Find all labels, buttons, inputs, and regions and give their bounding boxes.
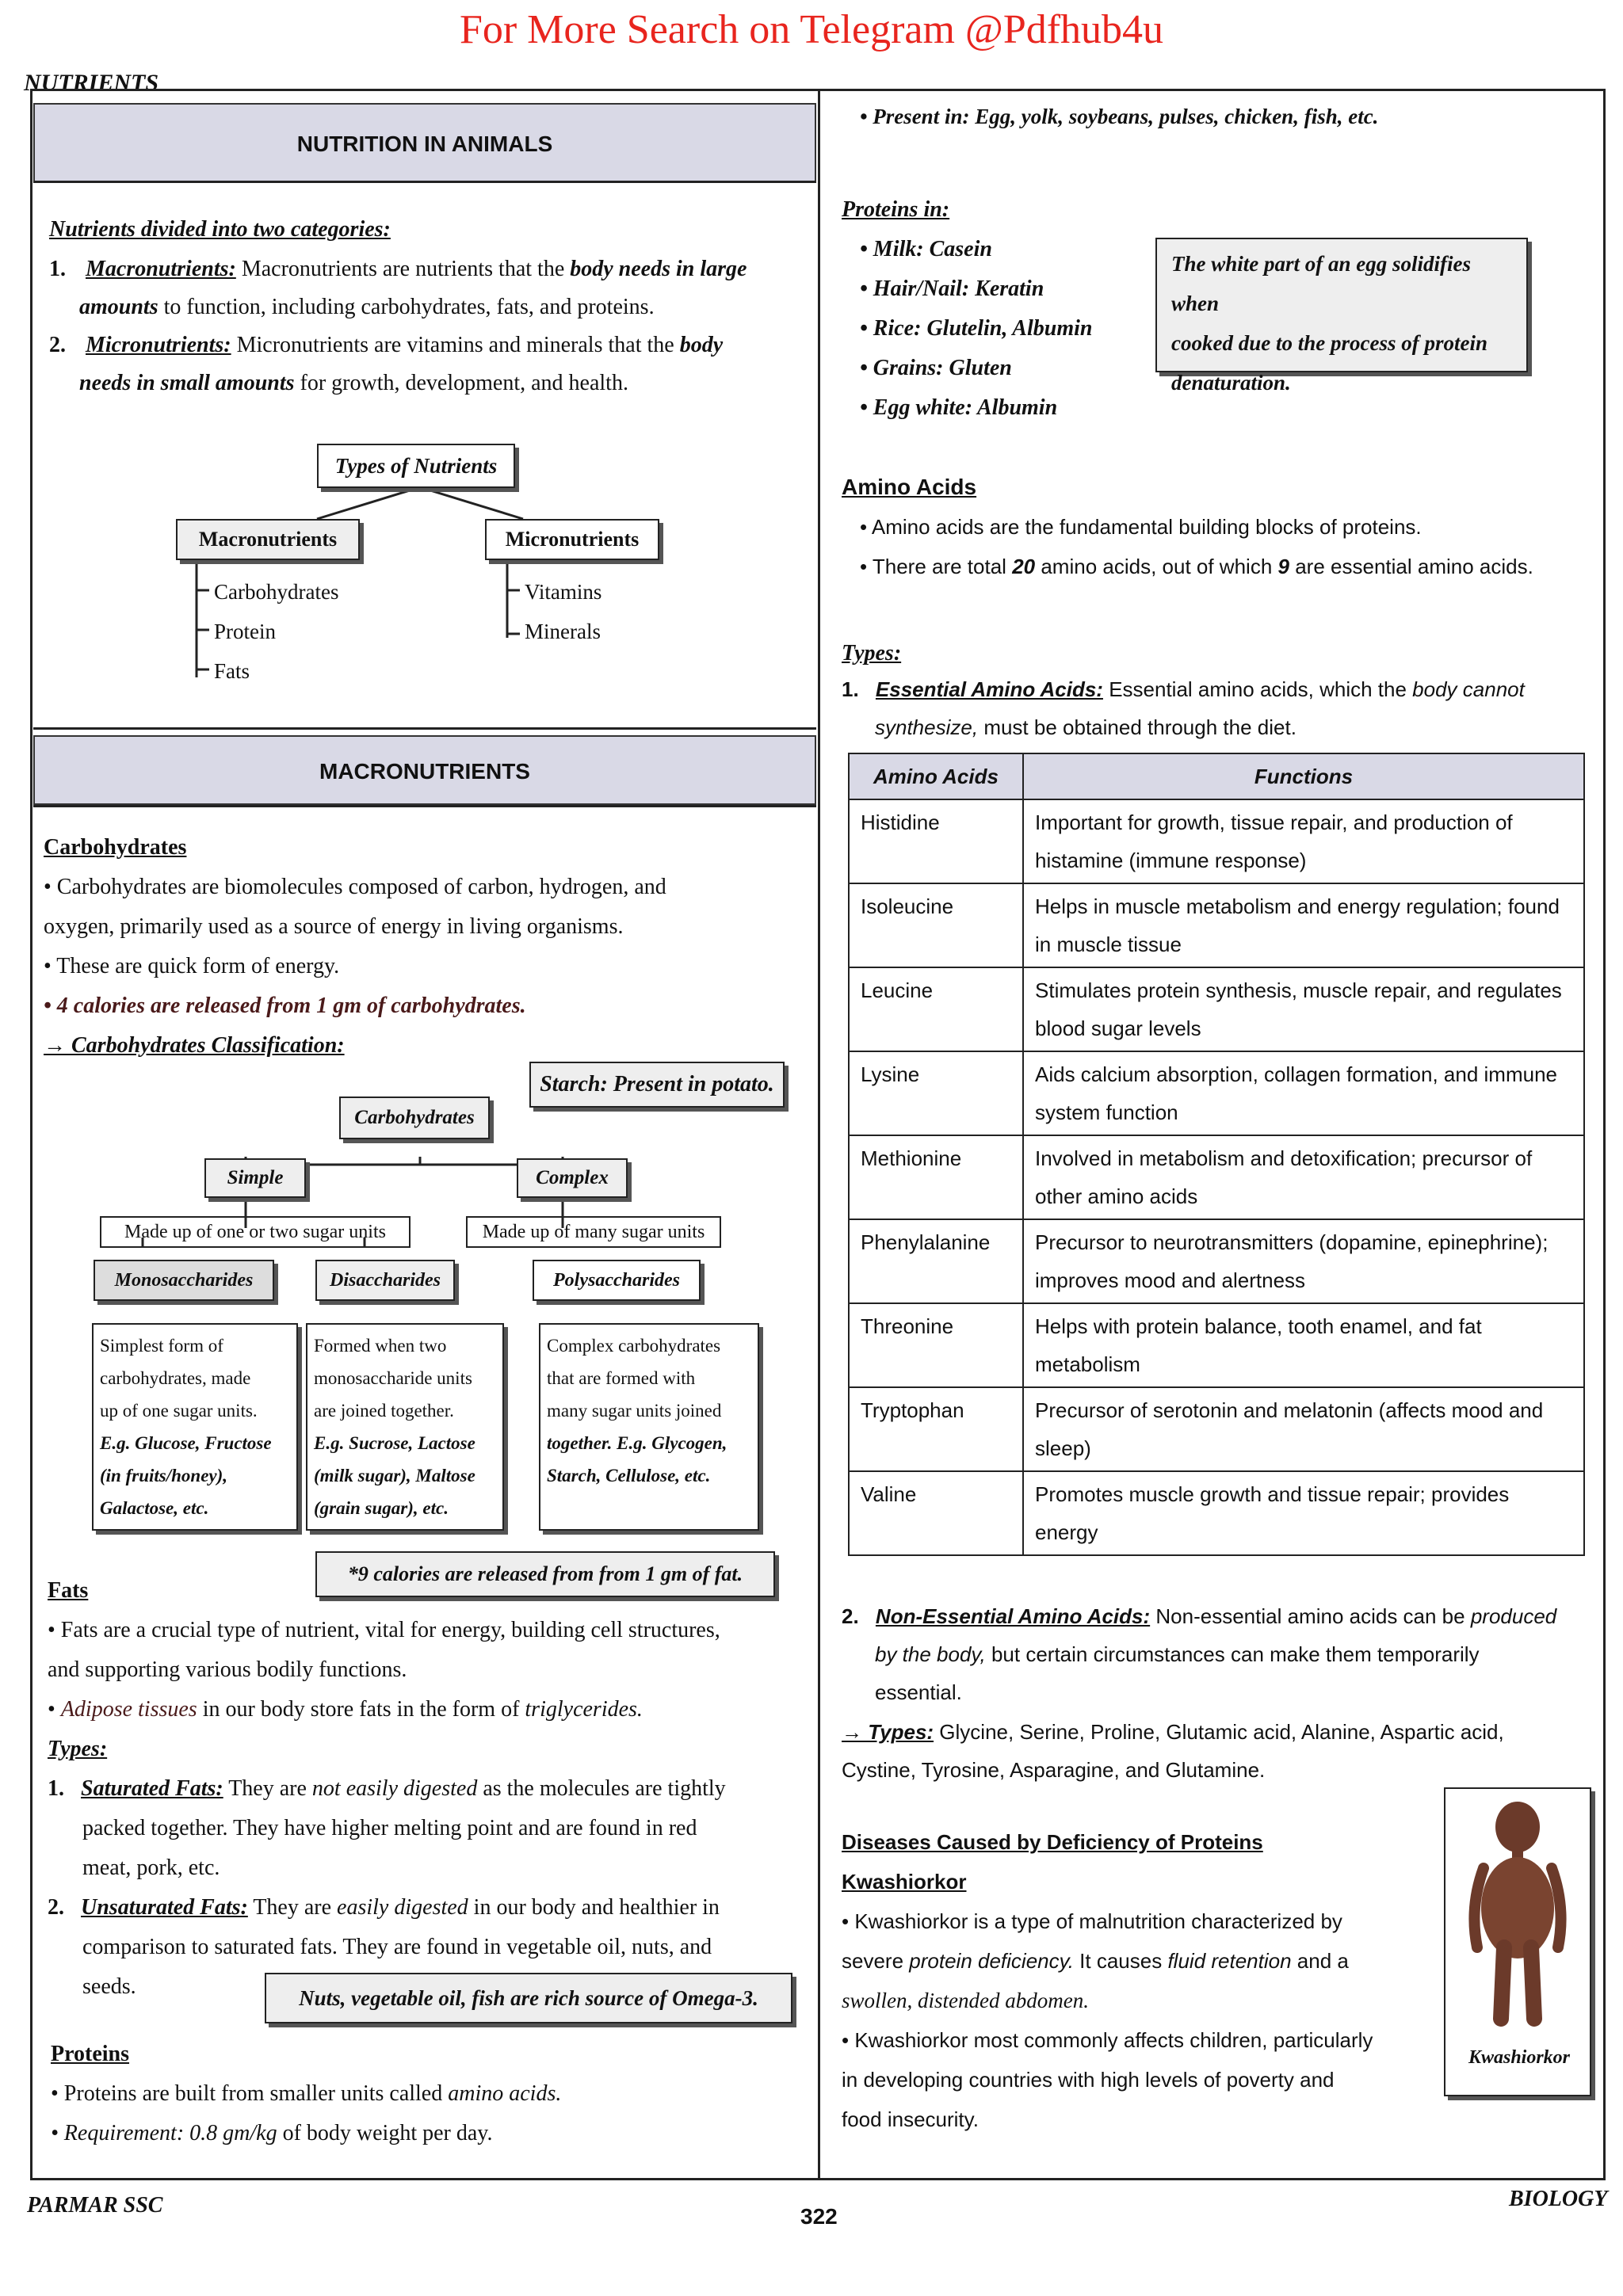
carb-classification-heading: → Carbohydrates Classification: [44,1033,345,1058]
text: of body weight per day. [282,2121,493,2145]
amino-types-heading: Types: [842,641,902,666]
disaccharides-box [306,1323,504,1531]
fat-types-heading: Types: [48,1737,108,1761]
table-header-row [849,753,1584,799]
term-amino-acids: amino acids. [448,2081,562,2106]
tree-leaf-fats: Fats [214,659,250,683]
fat-calories-note: *9 calories are released from from 1 gm of fat. [315,1551,775,1597]
kwashiorkor-bullet-1: • Kwashiorkor is a type of malnutrition characterized by [842,1909,1342,1933]
non-essential-cont [875,1634,1480,1674]
table-row [849,799,1584,883]
table-row [849,1135,1584,1219]
fats-bullet-1: • Fats are a crucial type of nutrient, vital for energy, building cell structures, [48,1618,720,1642]
term-adipose-tissues: Adipose tissues [60,1697,197,1722]
essential-amino-acids-item [842,669,1525,709]
fats-bullet-2 [48,1690,643,1730]
text-emphasis: by the body, [875,1642,986,1666]
carb-bullet-1-cont: oxygen, primarily used as a source of energy in living organisms. [44,914,624,939]
complex-description: Made up of many sugar units [466,1216,721,1248]
text: and a [1296,1949,1349,1973]
table-header: Functions [1023,753,1584,799]
table-row [849,1303,1584,1387]
carb-bullet-1: • Carbohydrates are biomolecules composed of carbon, hydrogen, and [44,875,666,899]
carb-tree-disaccharides: Disaccharides [315,1260,455,1301]
text: are essential amino acids. [1295,555,1533,578]
footer-left: PARMAR SSC [27,2193,163,2218]
fats-bullet-1-cont: and supporting various bodily functions. [48,1657,407,1682]
category-macronutrients-cont [79,288,655,327]
term-macronutrients: Macronutrients: [86,257,236,281]
proteins-bullet-1 [51,2074,561,2114]
term-essential-amino-acids: Essential Amino Acids: [875,677,1103,701]
kwashiorkor-image-frame [1444,1787,1591,2096]
text-emphasis: easily digested [337,1895,468,1920]
section-heading-macronutrients: MACRONUTRIENTS [33,735,816,805]
category-micronutrients [49,326,723,365]
term-unsaturated-fats: Unsaturated Fats: [81,1895,248,1920]
table-header: Amino Acids [849,753,1023,799]
text: in our body and healthier in [473,1895,720,1920]
di-line: (milk sugar), Maltose [314,1466,475,1486]
kwashiorkor-bullet-1-cont: swollen, distended abdomen. [842,1989,1089,2012]
carb-tree-simple: Simple [204,1158,306,1198]
non-essential-types [842,1712,1504,1752]
table-row [849,1471,1584,1555]
category-micronutrients-cont [79,364,628,403]
text: Glycine, Serine, Proline, Glutamic acid, Alanine, Aspartic acid, [939,1720,1504,1744]
text-emphasis: synthesize, [875,715,979,739]
mono-line: up of one sugar units. [100,1401,258,1421]
amino-acid-function: Important for growth, tissue repair, and production of histamine (immune response) [1023,799,1584,883]
term-saturated-fats: Saturated Fats: [81,1776,223,1801]
text: must be obtained through the diet. [983,715,1296,739]
amino-acid-function: Helps with protein balance, tooth enamel, and fat metabolism [1023,1303,1584,1387]
table-row [849,1219,1584,1303]
text-emphasis: body [679,333,724,357]
text: severe [842,1949,904,1973]
categories-heading: Nutrients divided into two categories: [49,217,391,242]
proteins-bullet-2 [51,2114,492,2153]
text: for growth, development, and health. [300,371,628,395]
text: but certain circumstances can make them temporarily [991,1642,1480,1666]
amino-acids-table [848,753,1585,1556]
amino-acid-name: Tryptophan [849,1387,1023,1471]
kwashiorkor-bullet-2-cont: food insecurity. [842,2107,979,2131]
list-number: 2. [842,1604,859,1628]
polysaccharides-box [539,1323,759,1531]
poly-line: that are formed with [547,1368,696,1388]
omega-3-note: Nuts, vegetable oil, fish are rich source of Omega-3. [265,1973,792,2023]
simple-description: Made up of one or two sugar units [100,1216,411,1248]
amino-acid-function: Promotes muscle growth and tissue repair; provides energy [1023,1471,1584,1555]
category-macronutrients [49,250,747,289]
di-line: E.g. Sucrose, Lactose [314,1433,475,1453]
note-line: The white part of an egg solidifies when [1171,252,1471,315]
carb-tree-root: Carbohydrates [339,1097,490,1139]
table-row [849,1051,1584,1135]
section-rule [33,805,816,807]
amino-acid-name: Histidine [849,799,1023,883]
carb-tree-complex: Complex [517,1158,628,1198]
mono-line: E.g. Glucose, Fructose [100,1433,272,1453]
protein-in-item: • Rice: Glutelin, Albumin [860,316,1093,341]
monosaccharides-box [92,1323,298,1531]
poly-line: Starch, Cellulose, etc. [547,1466,711,1486]
poly-line: many sugar units joined [547,1401,722,1421]
text-emphasis: • Requirement: 0.8 gm/kg [51,2121,277,2145]
tree-leaf-minerals: Minerals [525,620,601,643]
amino-acid-name: Threonine [849,1303,1023,1387]
amino-acid-function: Involved in metabolism and detoxification; precursor of other amino acids [1023,1135,1584,1219]
carb-tree-polysaccharides: Polysaccharides [533,1260,701,1301]
amino-bullet-2 [860,547,1533,586]
amino-acid-name: Phenylalanine [849,1219,1023,1303]
essential-amino-acids-cont [875,707,1296,747]
text: Essential amino acids, which the [1109,677,1407,701]
list-number: 2. [49,333,66,357]
page-header: NUTRIENTS [24,70,159,96]
tree-node-macronutrients: Macronutrients [176,519,360,560]
note-line: denaturation. [1171,371,1291,395]
non-essential-types-cont: Cystine, Tyrosine, Asparagine, and Glutamine. [842,1758,1266,1782]
section-rule [33,181,816,183]
term-micronutrients: Micronutrients: [86,333,231,357]
text-emphasis: fluid retention [1167,1949,1292,1973]
text-emphasis: produced [1470,1604,1557,1628]
child-figure-illustration [1445,1789,1590,2035]
text-emphasis: not easily digested [311,1776,478,1801]
footer-right: BIOLOGY [1509,2187,1608,2211]
text-emphasis: protein deficiency. [909,1949,1074,1973]
list-number: 1. [842,677,859,701]
kwashiorkor-bullet-2: • Kwashiorkor most commonly affects children, particularly [842,2028,1373,2052]
proteins-heading: Proteins [51,2042,130,2066]
tree-node-micronutrients: Micronutrients [485,519,659,560]
text-emphasis: 20 [1012,555,1036,578]
text: Non-essential amino acids can be [1155,1604,1465,1628]
note-line: cooked due to the process of protein [1171,331,1487,355]
protein-in-item: • Egg white: Albumin [860,395,1058,420]
non-essential-amino-acids-item [842,1596,1556,1636]
proteins-in-heading: Proteins in: [842,197,950,222]
unsaturated-fats-item [48,1888,720,1928]
mono-line: carbohydrates, made [100,1368,251,1388]
starch-note: Starch: Present in potato. [529,1062,785,1108]
text: • Proteins are built from smaller units called [51,2081,443,2106]
amino-acid-name: Leucine [849,967,1023,1051]
amino-acid-function: Precursor to neurotransmitters (dopamine, epinephrine); improves mood and alertness [1023,1219,1584,1303]
text: They are [228,1776,307,1801]
text: Micronutrients are vitamins and minerals that the [236,333,674,357]
tree-leaf-carbohydrates: Carbohydrates [214,580,339,604]
text-emphasis: 9 [1277,555,1289,578]
text: • There are total [860,555,1006,578]
protein-sources: • Present in: Egg, yolk, soybeans, pulses, chicken, fish, etc. [860,105,1379,128]
amino-acid-name: Valine [849,1471,1023,1555]
text-emphasis: body cannot [1412,677,1525,701]
fats-heading: Fats [48,1578,89,1603]
page-number: 322 [800,2204,838,2229]
text: They are [253,1895,332,1920]
telegram-banner: For More Search on Telegram @Pdfhub4u [459,7,1164,52]
section-rule [33,727,816,730]
carb-tree-monosaccharides: Monosaccharides [94,1260,274,1301]
list-number: 1. [49,257,66,281]
kwashiorkor-bullet-2-cont: in developing countries with high levels of poverty and [842,2068,1335,2092]
mono-line: (in fruits/honey), [100,1466,228,1486]
carb-bullet-2: • These are quick form of energy. [44,954,340,978]
text-emphasis: needs in small amounts [79,371,295,395]
poly-line: together. E.g. Glycogen, [547,1433,727,1453]
saturated-fats-cont: meat, pork, etc. [82,1855,220,1880]
amino-acid-name: Isoleucine [849,883,1023,967]
amino-acids-heading: Amino Acids [842,475,977,499]
amino-acid-function: Helps in muscle metabolism and energy regulation; found in muscle tissue [1023,883,1584,967]
amino-bullet-1: • Amino acids are the fundamental building blocks of proteins. [860,515,1422,539]
list-number: 2. [48,1895,64,1920]
table-row [849,1387,1584,1471]
poly-line: Complex carbohydrates [547,1336,721,1356]
kwashiorkor-heading: Kwashiorkor [842,1870,967,1894]
non-essential-cont: essential. [875,1680,962,1704]
text-emphasis: body needs in large [570,257,747,281]
text: It causes [1079,1949,1163,1973]
section-heading-nutrition: NUTRITION IN ANIMALS [33,103,816,182]
unsaturated-fats-cont: comparison to saturated fats. They are found in vegetable oil, nuts, and [82,1935,712,1959]
kwashiorkor-bullet-1-cont [842,1941,1349,1981]
tree-leaf-vitamins: Vitamins [525,580,602,604]
di-line: monosaccharide units [314,1368,472,1388]
table-row [849,967,1584,1051]
text: in our body store fats in the form of [202,1697,520,1722]
tree-root-types-of-nutrients: Types of Nutrients [317,444,515,488]
text-emphasis: amounts [79,295,158,319]
saturated-fats-cont: packed together. They have higher melting point and are found in red [82,1816,697,1840]
table-row [849,883,1584,967]
kwashiorkor-caption: Kwashiorkor [1468,2047,1571,2068]
types-label: → Types: [842,1720,934,1744]
di-line: (grain sugar), etc. [314,1498,449,1518]
saturated-fats-item [48,1769,726,1809]
di-line: are joined together. [314,1401,454,1421]
protein-in-item: • Milk: Casein [860,237,992,261]
text: amino acids, out of which [1041,555,1273,578]
term-triglycerides: triglycerides. [525,1697,643,1722]
unsaturated-fats-cont: seeds. [82,1974,136,1999]
carbohydrates-heading: Carbohydrates [44,835,187,860]
bullet: • [48,1697,55,1722]
protein-in-item: • Hair/Nail: Keratin [860,277,1044,301]
text: Macronutrients are nutrients that the [241,257,565,281]
list-number: 1. [48,1776,64,1801]
carb-bullet-3: • 4 calories are released from 1 gm of carbohydrates. [44,994,526,1018]
amino-acid-function: Stimulates protein synthesis, muscle repair, and regulates blood sugar levels [1023,967,1584,1051]
di-line: Formed when two [314,1336,447,1356]
diseases-heading: Diseases Caused by Deficiency of Proteins [842,1830,1263,1854]
mono-line: Simplest form of [100,1336,223,1356]
text: to function, including carbohydrates, fats, and proteins. [163,295,655,319]
protein-in-item: • Grains: Gluten [860,356,1012,380]
tree-leaf-protein: Protein [214,620,276,643]
amino-acid-name: Methionine [849,1135,1023,1219]
amino-acid-function: Aids calcium absorption, collagen formation, and immune system function [1023,1051,1584,1135]
egg-denaturation-note [1155,238,1528,395]
amino-acid-name: Lysine [849,1051,1023,1135]
text: as the molecules are tightly [483,1776,726,1801]
column-divider [818,89,820,2180]
term-non-essential-amino-acids: Non-Essential Amino Acids: [875,1604,1151,1628]
amino-acid-function: Precursor of serotonin and melatonin (affects mood and sleep) [1023,1387,1584,1471]
mono-line: Galactose, etc. [100,1498,209,1518]
